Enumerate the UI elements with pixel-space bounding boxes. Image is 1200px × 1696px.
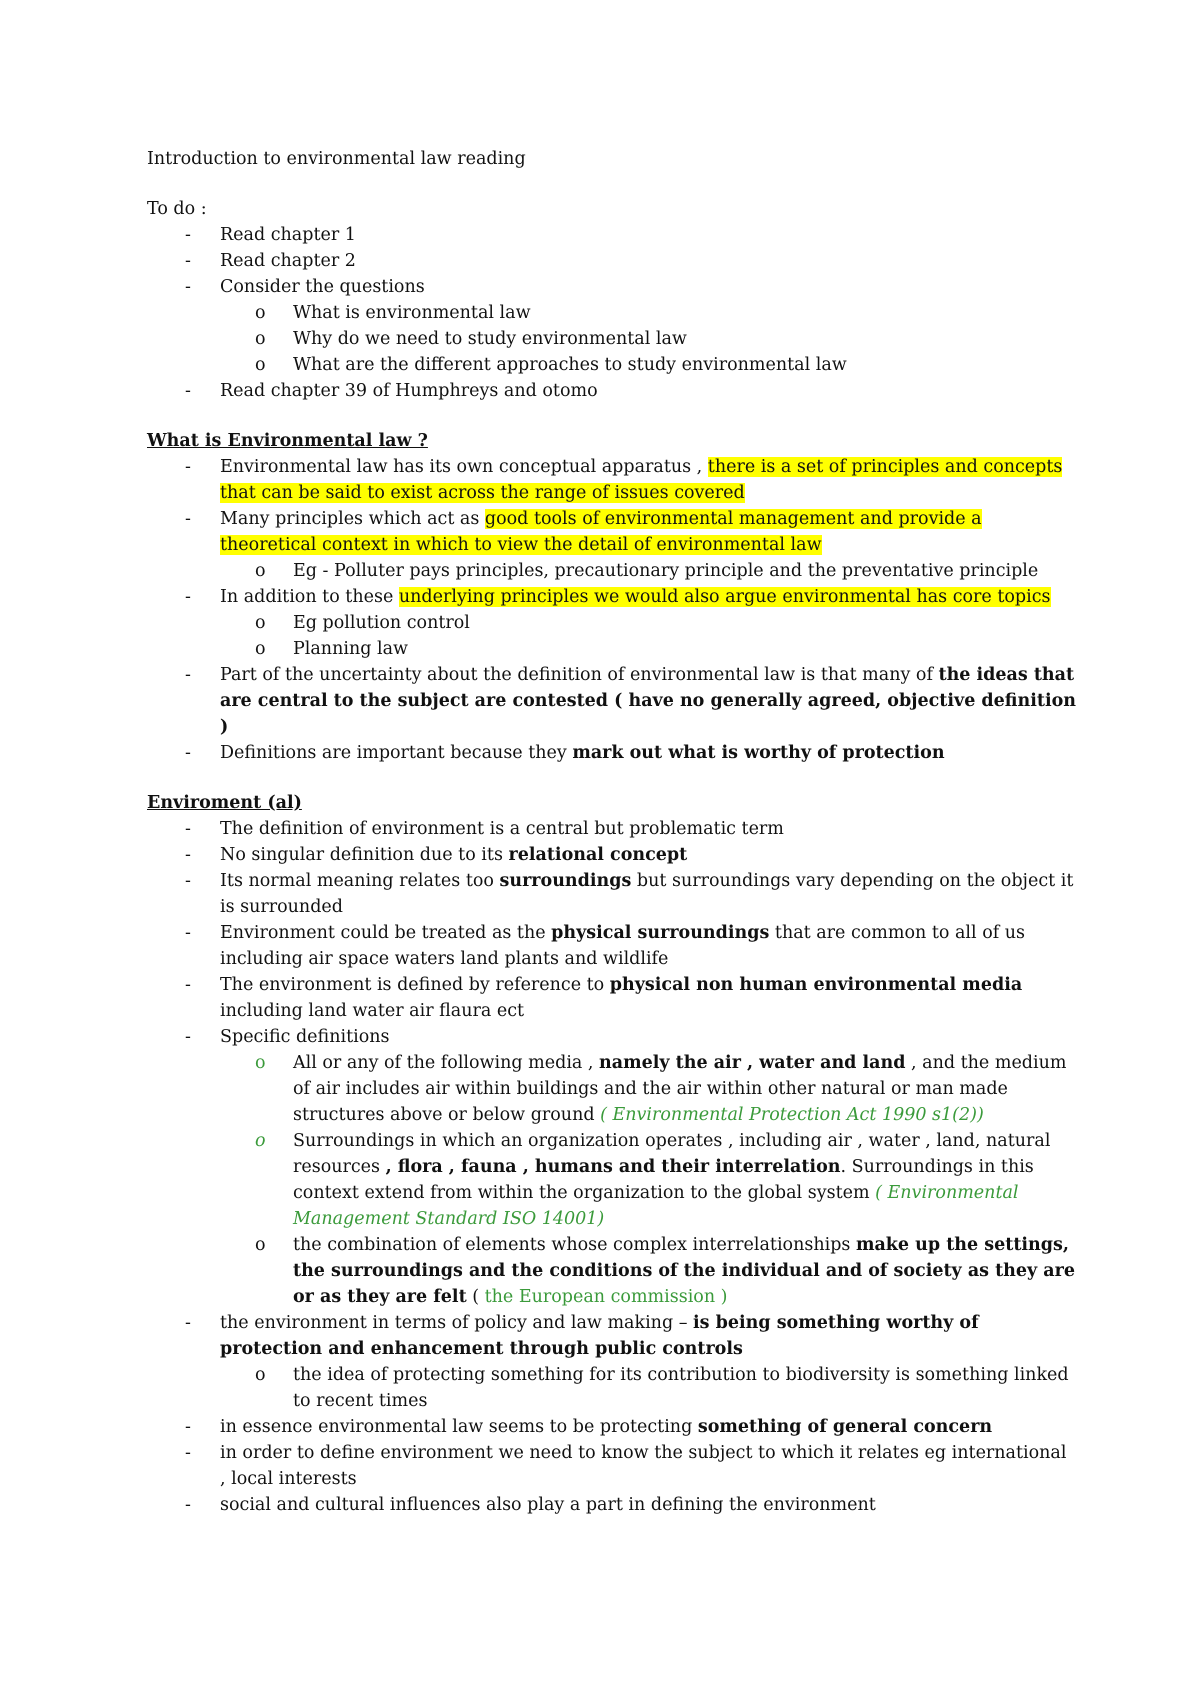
bold-text: surroundings: [499, 871, 632, 891]
list-item: - The definition of environment is a central but problematic term: [147, 816, 1077, 842]
list-item: - Read chapter 1: [147, 222, 1077, 248]
circle-bullet: o: [255, 1131, 266, 1151]
list-item: o the combination of elements whose complex interrelationships make up the settings, the surroundings and the conditions of the individual and of society as they are or as they are felt ( the European commission ): [220, 1232, 1077, 1310]
list-item: o Eg - Polluter pays principles, precautionary principle and the preventative principle: [220, 558, 1077, 584]
dash-bullet: -: [185, 975, 191, 995]
list-item: - In addition to these underlying principles we would also argue environmental has core topics o Eg pollution control o Planning law: [147, 584, 1077, 662]
list-item: - Read chapter 2: [147, 248, 1077, 274]
dash-bullet: -: [185, 871, 191, 891]
highlighted-text: underlying principles we would also argue environmental has core topics: [398, 587, 1051, 607]
list-item: o All or any of the following media , namely the air , water and land , and the medium of air includes air within buildings and the air within other natural or man made structures above or below ground ( Environmental Protection Act 1990 s1(2)): [220, 1050, 1077, 1128]
document-body: [147, 146, 1077, 1518]
list-item: - Definitions are important because they mark out what is worthy of protection: [147, 740, 1077, 766]
highlighted-text: there is a set of principles and concepts that can be said to exist across the range of issues covered: [220, 457, 1063, 503]
list-item: - Its normal meaning relates too surroundings but surroundings vary depending on the object it is surrounded: [147, 868, 1077, 920]
list-item: - No singular definition due to its relational concept: [147, 842, 1077, 868]
dash-bullet: -: [185, 665, 191, 685]
list-item: - Many principles which act as good tools of environmental management and provide a theoretical context in which to view the detail of environmental law o Eg - Polluter pays principles, precautionary principle and the preventative principle: [147, 506, 1077, 584]
dash-bullet: -: [185, 743, 191, 763]
list-item: - in order to define environment we need to know the subject to which it relates eg international , local interests: [147, 1440, 1077, 1492]
list-item: o Why do we need to study environmental law: [220, 326, 1077, 352]
bold-text: relational concept: [508, 845, 688, 865]
list-item: o What are the different approaches to study environmental law: [220, 352, 1077, 378]
circle-bullet: o: [255, 561, 266, 581]
todo-list: [147, 222, 1077, 404]
list-item: o Planning law: [220, 636, 1077, 662]
dash-bullet: -: [185, 1027, 191, 1047]
bold-text: namely the air , water and land: [599, 1053, 906, 1073]
circle-bullet: o: [255, 355, 266, 375]
list-item: - social and cultural influences also play a part in defining the environment: [147, 1492, 1077, 1518]
circle-bullet: o: [255, 1365, 266, 1385]
circle-bullet: o: [255, 639, 266, 659]
list-item: o Eg pollution control: [220, 610, 1077, 636]
bold-text: physical surroundings: [551, 923, 770, 943]
section1-list: [147, 454, 1077, 766]
circle-bullet: o: [255, 1053, 266, 1073]
dash-bullet: -: [185, 1443, 191, 1463]
highlighted-text: good tools of environmental management and provide a theoretical context in which to view the detail of environmental law: [220, 509, 982, 555]
list-item: - in essence environmental law seems to be protecting something of general concern: [147, 1414, 1077, 1440]
dash-bullet: -: [185, 509, 191, 529]
list-item: o the idea of protecting something for its contribution to biodiversity is something linked to recent times: [220, 1362, 1077, 1414]
document-title: Introduction to environmental law reading: [147, 149, 526, 169]
circle-bullet: o: [255, 329, 266, 349]
list-item: - Consider the questions o What is environmental law o Why do we need to study environmental law o What are the different approaches to study environmental law: [147, 274, 1077, 378]
bold-text: the ideas that are central to the subject are contested ( have no generally agreed, objective definition ): [220, 665, 1077, 737]
circle-bullet: o: [255, 1235, 266, 1255]
list-item: - Part of the uncertainty about the definition of environmental law is that many of the ideas that are central to the subject are contested ( have no generally agreed, objective definition ): [147, 662, 1077, 740]
dash-bullet: -: [185, 845, 191, 865]
todo-label: To do :: [147, 199, 207, 219]
section2-list: [147, 816, 1077, 1518]
circle-bullet: o: [255, 613, 266, 633]
dash-bullet: -: [185, 1495, 191, 1515]
citation: the European commission ): [484, 1287, 728, 1307]
dash-bullet: -: [185, 819, 191, 839]
list-item: - Environmental law has its own conceptual apparatus , there is a set of principles and concepts that can be said to exist across the range of issues covered: [147, 454, 1077, 506]
dash-bullet: -: [185, 457, 191, 477]
list-item: - The environment is defined by reference to physical non human environmental media including land water air flaura ect: [147, 972, 1077, 1024]
circle-bullet: o: [255, 303, 266, 323]
bold-text: make up the settings, the surroundings and the conditions of the individual and of society as they are or as they are felt: [293, 1235, 1075, 1307]
dash-bullet: -: [185, 251, 191, 271]
dash-bullet: -: [185, 923, 191, 943]
citation: ( Environmental Management Standard ISO 14001): [293, 1183, 1019, 1229]
bold-text: mark out what is worthy of protection: [572, 743, 945, 763]
dash-bullet: -: [185, 225, 191, 245]
list-item: - the environment in terms of policy and law making – is being something worthy of protection and enhancement through public controls o the idea of protecting something for its contribution to biodiversity is something linked to recent times: [147, 1310, 1077, 1414]
bold-text: is being something worthy of protection and enhancement through public controls: [220, 1313, 979, 1359]
definitions-list: [220, 1050, 1077, 1310]
spacer: [147, 172, 1077, 196]
bold-text: something of general concern: [697, 1417, 993, 1437]
list-item: - Specific definitions o All or any of the following media , namely the air , water and land , and the medium of air includes air within buildings and the air within other natural or man made structures above or below ground ( Environmental Protection Act 1990 s1(2)) o Surroundings in which an organization operates , including air , water , land, natural resources , flora , fauna , humans and their interrelation. Surroundings in this context extend from within the organization to the global system ( Environmental Management Standard ISO 14001) o the combination of elements whose complex interrelationships make up the settings, the surroundings and the conditions of the individual and of society as they are or as they are felt ( the European commission ): [147, 1024, 1077, 1310]
citation: ( Environmental Protection Act 1990 s1(2)): [600, 1105, 984, 1125]
sub-list: [220, 1362, 1077, 1414]
list-item: o Surroundings in which an organization operates , including air , water , land, natural resources , flora , fauna , humans and their interrelation. Surroundings in this context extend from within the organization to the global system ( Environmental Management Standard ISO 14001): [220, 1128, 1077, 1232]
sub-list: [220, 610, 1077, 662]
section-heading: Enviroment (al): [147, 793, 302, 813]
list-item: - Read chapter 39 of Humphreys and otomo: [147, 378, 1077, 404]
dash-bullet: -: [185, 1417, 191, 1437]
list-item: o What is environmental law: [220, 300, 1077, 326]
bold-text: physical non human environmental media: [609, 975, 1023, 995]
spacer: [147, 404, 1077, 428]
dash-bullet: -: [185, 381, 191, 401]
dash-bullet: -: [185, 1313, 191, 1333]
spacer: [147, 766, 1077, 790]
dash-bullet: -: [185, 587, 191, 607]
dash-bullet: -: [185, 277, 191, 297]
questions-list: [220, 300, 1077, 378]
list-item: - Environment could be treated as the physical surroundings that are common to all of us including air space waters land plants and wildlife: [147, 920, 1077, 972]
sub-list: [220, 558, 1077, 584]
section-heading: What is Environmental law ?: [147, 431, 428, 451]
bold-text: , flora , fauna , humans and their interrelation: [385, 1157, 841, 1177]
